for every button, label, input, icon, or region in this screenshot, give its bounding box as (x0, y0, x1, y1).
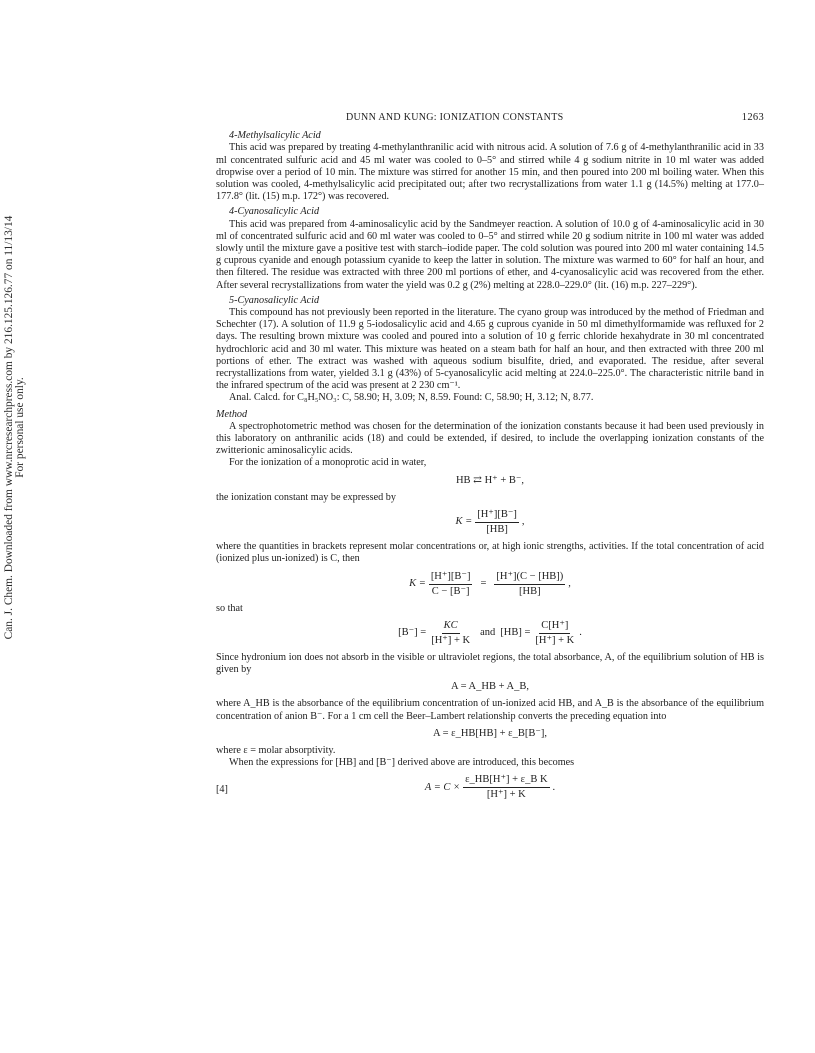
conjunction: and (480, 627, 496, 639)
equation-k-definition (216, 509, 764, 536)
denominator: [H⁺] + K (486, 789, 526, 801)
equation-4 (216, 774, 764, 801)
section-paragraph: This acid was prepared by treating 4-methylanthranilic acid with nitrous acid. A solution of 7.6 g of 4-methylanthranilic acid in 33 ml concentrated sulfuric acid and 45 ml water was cooled to 0–5° and stirred while 4 g sodium nitrite in 10 ml water was added dropwise over a period of 10 min. The mixture was stirred for another 15 min, and then poured into 200 ml boiling water. When this solution was cooled, 4-methylsalicylic acid precipitated out; after two recrystallizations from water 1.1 g (14.5%) melting at 177.0–177.8° (lit. (15) m.p. 172°) was recovered. (216, 142, 764, 203)
watermark-line-1: Can. J. Chem. Downloaded from www.nrcresearchpress.com by 216.125.126.77 on 11/13/14 (3, 215, 15, 640)
equation-concentrations (216, 620, 764, 647)
analysis-line: Anal. Calcd. for C₈H₅NO₃: C, 58.90; H, 3.09; N, 8.59. Found: C, 58.90; H, 3.12; N, 8.77. (229, 392, 594, 404)
equation-tail: , (521, 516, 525, 528)
fraction (475, 509, 519, 536)
fraction (429, 620, 472, 647)
numerator: ε_HB[H⁺] + ε_B K (463, 774, 549, 788)
fraction (494, 571, 565, 598)
equation-number: [4] (216, 784, 228, 796)
numerator: KC (442, 620, 460, 634)
running-header (216, 112, 764, 124)
running-title: DUNN AND KUNG: IONIZATION CONSTANTS (346, 112, 564, 123)
download-watermark (4, 175, 24, 680)
section-paragraph: This acid was prepared from 4-aminosalicylic acid by the Sandmeyer reaction. A solution of 10.0 g of 4-aminosalicylic acid in 30 ml of concentrated sulfuric acid and 60 ml water was cooled to 0–5° and stirred while 20 g sodium nitrite in 100 ml water was added slowly until the mixture gave a positive test with starch–iodide paper. The cold solution was poured into 200 ml water containing 14.5 g cuprous cyanide and enough potassium cyanide to keep the latter in solution. The mixture was warmed to 60° for half an hour, and then filtered. The residue was extracted with three 200 ml portions of ether, and 4-cyanosalicylic acid was recovered from the ether. After several recrystallizations from water the yield was 0.2 g (2%) melting at 228.0–229.0° (lit. (16) m.p. 227–229°). (216, 218, 764, 291)
fraction (429, 571, 473, 598)
watermark-line-2: For personal use only. (14, 377, 26, 478)
method-paragraph-8: where ε = molar absorptivity. (216, 744, 336, 756)
section-heading: 4-Methylsalicylic Acid (229, 130, 321, 142)
page-number: 1263 (741, 112, 764, 123)
numerator: [H⁺][B⁻] (475, 509, 519, 523)
denominator: [H⁺] + K (535, 634, 575, 646)
method-paragraph-9: When the expressions for [HB] and [B⁻] derived above are introduced, this becomes (229, 757, 575, 769)
method-paragraph-3: the ionization constant may be expressed by (216, 491, 396, 503)
equation-text: A = ε_HB[HB] + ε_B[B⁻], (433, 727, 547, 739)
section-heading: 4-Cyanosalicylic Acid (229, 206, 320, 218)
equation-beer-lambert (216, 728, 764, 740)
equation-total-absorbance (216, 681, 764, 693)
section-4-cyanosalicylic (216, 206, 764, 291)
section-paragraph: This compound has not previously been reported in the literature. The cyano group was introduced by the method of Friedman and Schechter (17). A solution of 11.9 g 5-iodosalicylic acid and 4.65 g cuprous cyanide in 50 ml dimethylformamide was refluxed for 2 days. The resulting brown mixture was cooled and poured into a solution of 10 g ferric chloride hexahydrate in 30 ml concentrated hydrochloric acid and 30 ml water. This mixture was heated on a steam bath for half an hour, and then extracted with three 200 ml portions of ether. The extract was washed with aqueous sodium bisulfite, dried, and evaporated. The residue, after several recrystallizations from water, yielded 3.1 g (43%) of 5-cyanosalicylic acid melting at 224.0–225.0°. The characteristic nitrile band in the infrared spectrum of the acid was present at 2 230 cm⁻¹. (216, 307, 764, 392)
equation-text: HB ⇄ H⁺ + B⁻, (455, 474, 525, 486)
numerator: [H⁺](C − [HB]) (494, 571, 565, 585)
method-paragraph-4: where the quantities in brackets represent molar concentrations or, at high ionic strengths, activities. If the total concentration of acid (ionized plus un-ionized) is C, then (216, 541, 764, 565)
equation-lhs: A = C × (424, 781, 461, 793)
equation-tail: , (568, 577, 571, 589)
equation-text: A = A_HB + A_B, (450, 681, 530, 693)
section-method (216, 409, 764, 802)
numerator: [H⁺][B⁻] (429, 571, 473, 585)
denominator: [HB] (519, 585, 541, 597)
method-paragraph-7: where A_HB is the absorbance of the equilibrium concentration of un-ionized acid HB, and A_B is the absorbance of the equilibrium concentration of anion B⁻. For a 1 cm cell the Beer–Lambert relationship converts the preceding equation into (216, 698, 764, 722)
equation-lhs: [B⁻] = (398, 627, 427, 639)
equation-tail: . (579, 627, 582, 639)
fraction (533, 620, 576, 647)
equation-4-wrapper (216, 774, 764, 801)
method-heading: Method (216, 408, 248, 420)
equals-sign: = (480, 577, 487, 589)
denominator: [H⁺] + K (431, 634, 471, 646)
equation-mid: [HB] = (500, 627, 531, 639)
equation-tail: . (552, 781, 556, 793)
equation-lhs: K = (409, 577, 426, 589)
method-paragraph-5: so that (216, 602, 243, 614)
method-paragraph-6: Since hydronium ion does not absorb in the visible or ultraviolet regions, the total absorbance, A, of the equilibrium solution of HB is given by (216, 651, 764, 675)
section-heading: 5-Cyanosalicylic Acid (229, 294, 320, 306)
equation-ionization (216, 475, 764, 487)
numerator: C[H⁺] (539, 620, 570, 634)
equation-lhs: K = (455, 516, 473, 528)
method-paragraph-2: For the ionization of a monoprotic acid in water, (229, 457, 427, 469)
section-5-cyanosalicylic (216, 295, 764, 405)
equation-k-total (216, 571, 764, 598)
denominator: [HB] (486, 524, 508, 536)
fraction (463, 774, 549, 801)
method-paragraph-1: A spectrophotometric method was chosen for the determination of the ionization constants because it had been used previously in this laboratory on anthranilic acids (18) and could be extended, if desired, to include the overlapping ionization constants of the zwitterionic aminosalicylic acids. (216, 420, 764, 457)
page-body (216, 112, 764, 806)
denominator: C − [B⁻] (431, 585, 470, 597)
section-4-methylsalicylic (216, 130, 764, 203)
